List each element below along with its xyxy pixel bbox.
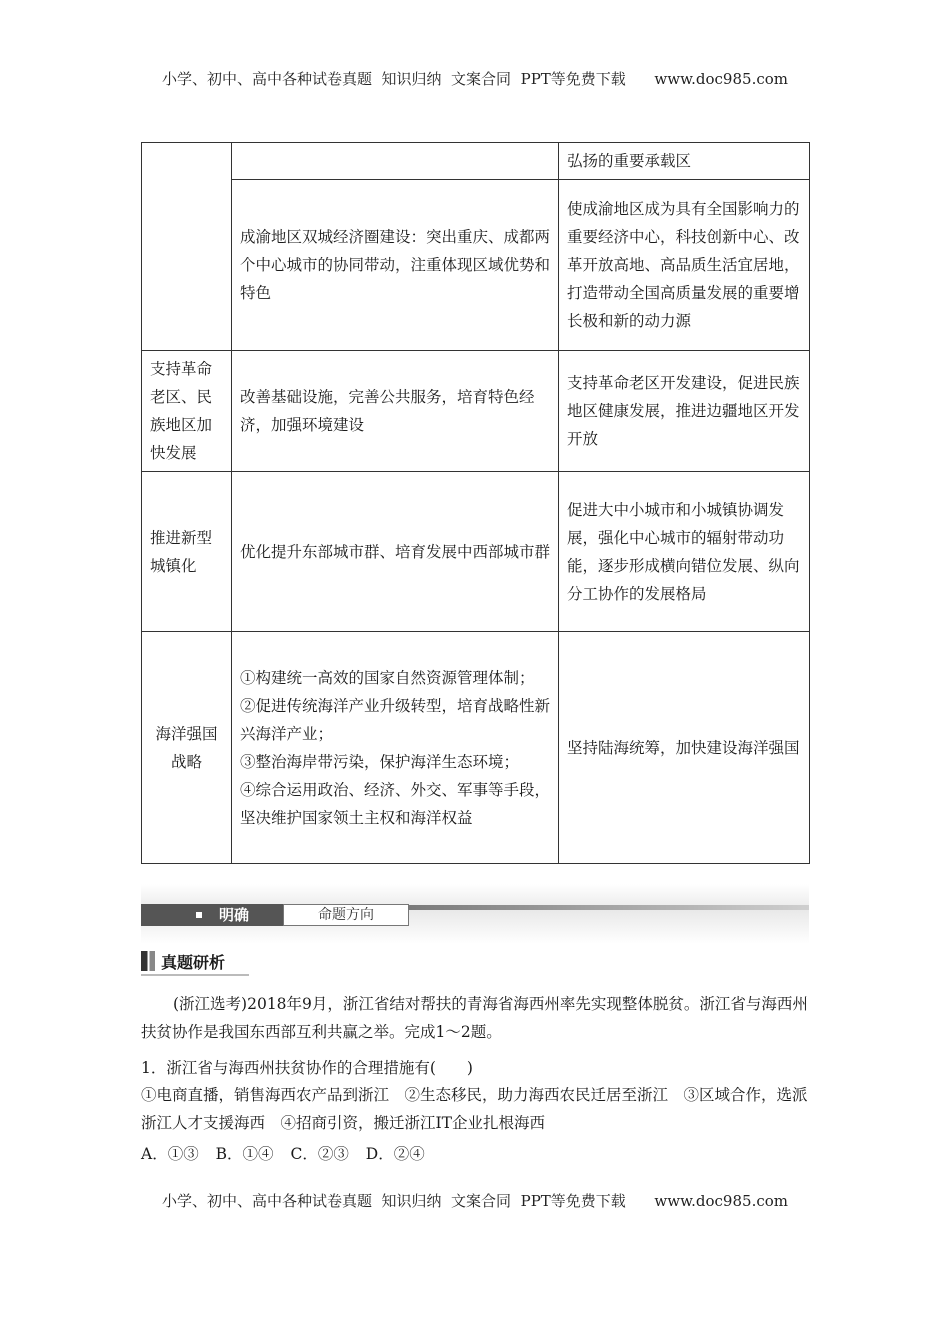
table-row bbox=[142, 472, 810, 632]
banner-fade bbox=[409, 905, 809, 910]
table-cell: 支持革命老区开发建设，促进民族地区健康发展，推进边疆地区开发开放 bbox=[559, 351, 810, 472]
section-title bbox=[141, 951, 225, 975]
table-cell-empty bbox=[142, 143, 232, 351]
section-banner bbox=[141, 884, 809, 944]
section-title-text: 真题研析 bbox=[161, 953, 226, 972]
section-underline bbox=[141, 974, 249, 976]
list-item: ④综合运用政治、经济、外交、军事等手段，坚决维护国家领土主权和海洋权益 bbox=[240, 780, 551, 827]
table-cell: 优化提升东部城市群、培育发展中西部城市群 bbox=[232, 472, 559, 632]
answer-choices bbox=[141, 1140, 821, 1168]
banner-light-label: 命题方向 bbox=[283, 904, 409, 926]
table-cell-header: 海洋强国战略 bbox=[142, 632, 232, 864]
page-header: 小学、初中、高中各种试卷真题 知识归纳 文案合同 PPT等免费下载 www.doc985.com bbox=[161, 70, 788, 88]
page-footer: 小学、初中、高中各种试卷真题 知识归纳 文案合同 PPT等免费下载 www.doc985.com bbox=[161, 1192, 788, 1210]
table-row bbox=[142, 143, 810, 180]
list-item: ①构建统一高效的国家自然资源管理体制； bbox=[240, 668, 535, 687]
question-options: ①电商直播，销售海西农产品到浙江 ②生态移民，助力海西农民迁居至浙江 ③区域合作，选派浙江人才支援海西 ④招商引资，搬迁浙江IT企业扎根海西 bbox=[141, 1086, 808, 1132]
answer-choice-b: B．①④ bbox=[215, 1145, 274, 1163]
table-cell: 坚持陆海统筹，加快建设海洋强国 bbox=[559, 632, 810, 864]
answer-choice-a: A．①③ bbox=[141, 1145, 199, 1163]
table-cell: 弘扬的重要承载区 bbox=[559, 143, 810, 180]
section-marker-icon bbox=[141, 951, 155, 971]
answer-choice-d: D．②④ bbox=[365, 1145, 425, 1163]
square-bullet-icon bbox=[196, 912, 202, 918]
table-cell-header: 推进新型城镇化 bbox=[142, 472, 232, 632]
table-cell: 促进大中小城市和小城镇协调发展，强化中心城市的辐射带动功能，逐步形成横向错位发展、纵向分工协作的发展格局 bbox=[559, 472, 810, 632]
content-table bbox=[141, 142, 810, 864]
table-cell-empty bbox=[232, 143, 559, 180]
banner-dark-label: 明确 bbox=[219, 906, 250, 924]
list-item: ②促进传统海洋产业升级转型，培育战略性新兴海洋产业； bbox=[240, 696, 551, 743]
table-row bbox=[142, 351, 810, 472]
table-row bbox=[142, 632, 810, 864]
table-cell: 成渝地区双城经济圈建设：突出重庆、成都两个中心城市的协同带动，注重体现区域优势和特色 bbox=[232, 180, 559, 351]
question-1: 1．浙江省与海西州扶贫协作的合理措施有( ) bbox=[141, 1059, 473, 1077]
table-cell-header: 支持革命老区、民族地区加快发展 bbox=[142, 351, 232, 472]
banner-dark-tab bbox=[141, 904, 283, 926]
table-row bbox=[142, 180, 810, 351]
table-cell-list bbox=[232, 632, 559, 864]
table-cell: 使成渝地区成为具有全国影响力的重要经济中心，科技创新中心、改革开放高地、高品质生活宜居地，打造带动全国高质量发展的重要增长极和新的动力源 bbox=[559, 180, 810, 351]
list-item: ③整治海岸带污染，保护海洋生态环境； bbox=[240, 752, 520, 771]
table-cell: 改善基础设施，完善公共服务，培育特色经济，加强环境建设 bbox=[232, 351, 559, 472]
answer-choice-c: C．②③ bbox=[290, 1145, 349, 1163]
passage-intro: (浙江选考)2018年9月，浙江省结对帮扶的青海省海西州率先实现整体脱贫。浙江省与海西州扶贫协作是我国东西部互利共赢之举。完成1～2题。 bbox=[141, 995, 808, 1041]
